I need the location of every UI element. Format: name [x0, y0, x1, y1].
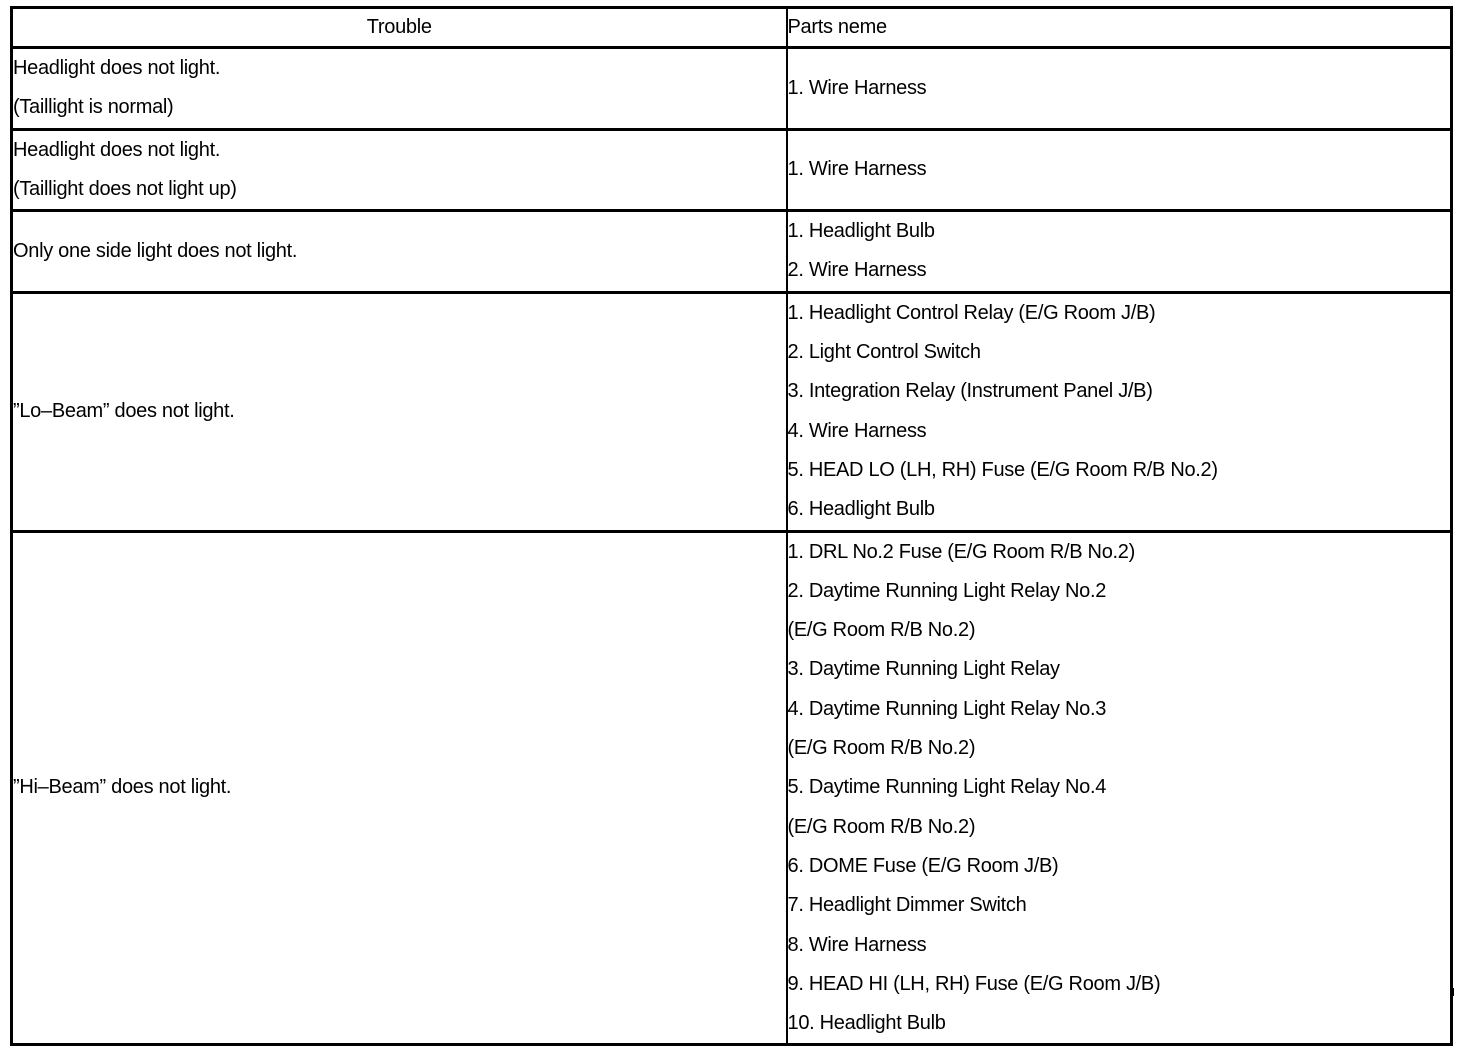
part-item: 9. HEAD HI (LH, RH) Fuse (E/G Room J/B) [787, 972, 1161, 995]
trouble-line: Headlight does not light. [13, 57, 221, 79]
part-item: 7. Headlight Dimmer Switch [787, 894, 1027, 917]
header-trouble: Trouble [12, 8, 787, 48]
part-item: 1. DRL No.2 Fuse (E/G Room R/B No.2) [787, 540, 1135, 563]
parts-cell [787, 129, 1452, 211]
trouble-cell [12, 531, 787, 1045]
parts-cell [787, 292, 1452, 531]
part-item: 2. Daytime Running Light Relay No.2 [787, 579, 1107, 602]
part-item: 1. Wire Harness [787, 158, 927, 181]
part-item: (E/G Room R/B No.2) [787, 619, 976, 642]
table-row [12, 211, 1452, 293]
part-item: (E/G Room R/B No.2) [787, 815, 976, 838]
part-item: 6. DOME Fuse (E/G Room J/B) [787, 854, 1059, 877]
trouble-line: ”Lo–Beam” does not light. [13, 400, 235, 423]
part-item: 3. Integration Relay (Instrument Panel J/B) [787, 380, 1153, 403]
part-item: 4. Daytime Running Light Relay No.3 [787, 697, 1107, 720]
troubleshooting-sheet [10, 6, 1452, 1035]
table-header-row [12, 8, 1452, 48]
trouble-cell [12, 129, 787, 211]
trouble-line: (Taillight is normal) [13, 96, 174, 119]
part-item: 5. HEAD LO (LH, RH) Fuse (E/G Room R/B No.2) [787, 458, 1218, 481]
part-item: 2. Light Control Switch [787, 341, 981, 364]
trouble-line: Headlight does not light. [13, 138, 221, 161]
trouble-line: ”Hi–Beam” does not light. [13, 776, 232, 799]
part-item: 4. Wire Harness [787, 419, 927, 442]
parts-cell [787, 48, 1452, 130]
table-row [12, 129, 1452, 211]
trouble-parts-table [10, 6, 1453, 1046]
part-item: 1. Headlight Control Relay (E/G Room J/B) [787, 301, 1156, 324]
trouble-line: Only one side light does not light. [13, 239, 298, 262]
table-row [12, 531, 1452, 1045]
part-item: 10. Headlight Bulb [787, 1012, 946, 1035]
part-item: 5. Daytime Running Light Relay No.4 [787, 776, 1107, 799]
part-item: 1. Headlight Bulb [787, 220, 935, 243]
parts-cell [787, 211, 1452, 293]
part-item: 8. Wire Harness [787, 933, 927, 956]
trouble-cell [12, 211, 787, 293]
parts-cell [787, 531, 1452, 1045]
trouble-cell [12, 48, 787, 130]
part-item: (E/G Room R/B No.2) [787, 737, 976, 760]
part-item: 3. Daytime Running Light Relay [787, 658, 1060, 681]
trouble-line: (Taillight does not light up) [13, 177, 237, 200]
part-item: 2. Wire Harness [787, 259, 927, 282]
trouble-cell [12, 292, 787, 531]
table-row [12, 292, 1452, 531]
header-parts-name: Parts neme [787, 8, 1452, 48]
part-item: 1. Wire Harness [787, 76, 927, 99]
scan-tick-mark [1452, 988, 1454, 996]
table-row [12, 48, 1452, 130]
part-item: 6. Headlight Bulb [787, 498, 935, 521]
